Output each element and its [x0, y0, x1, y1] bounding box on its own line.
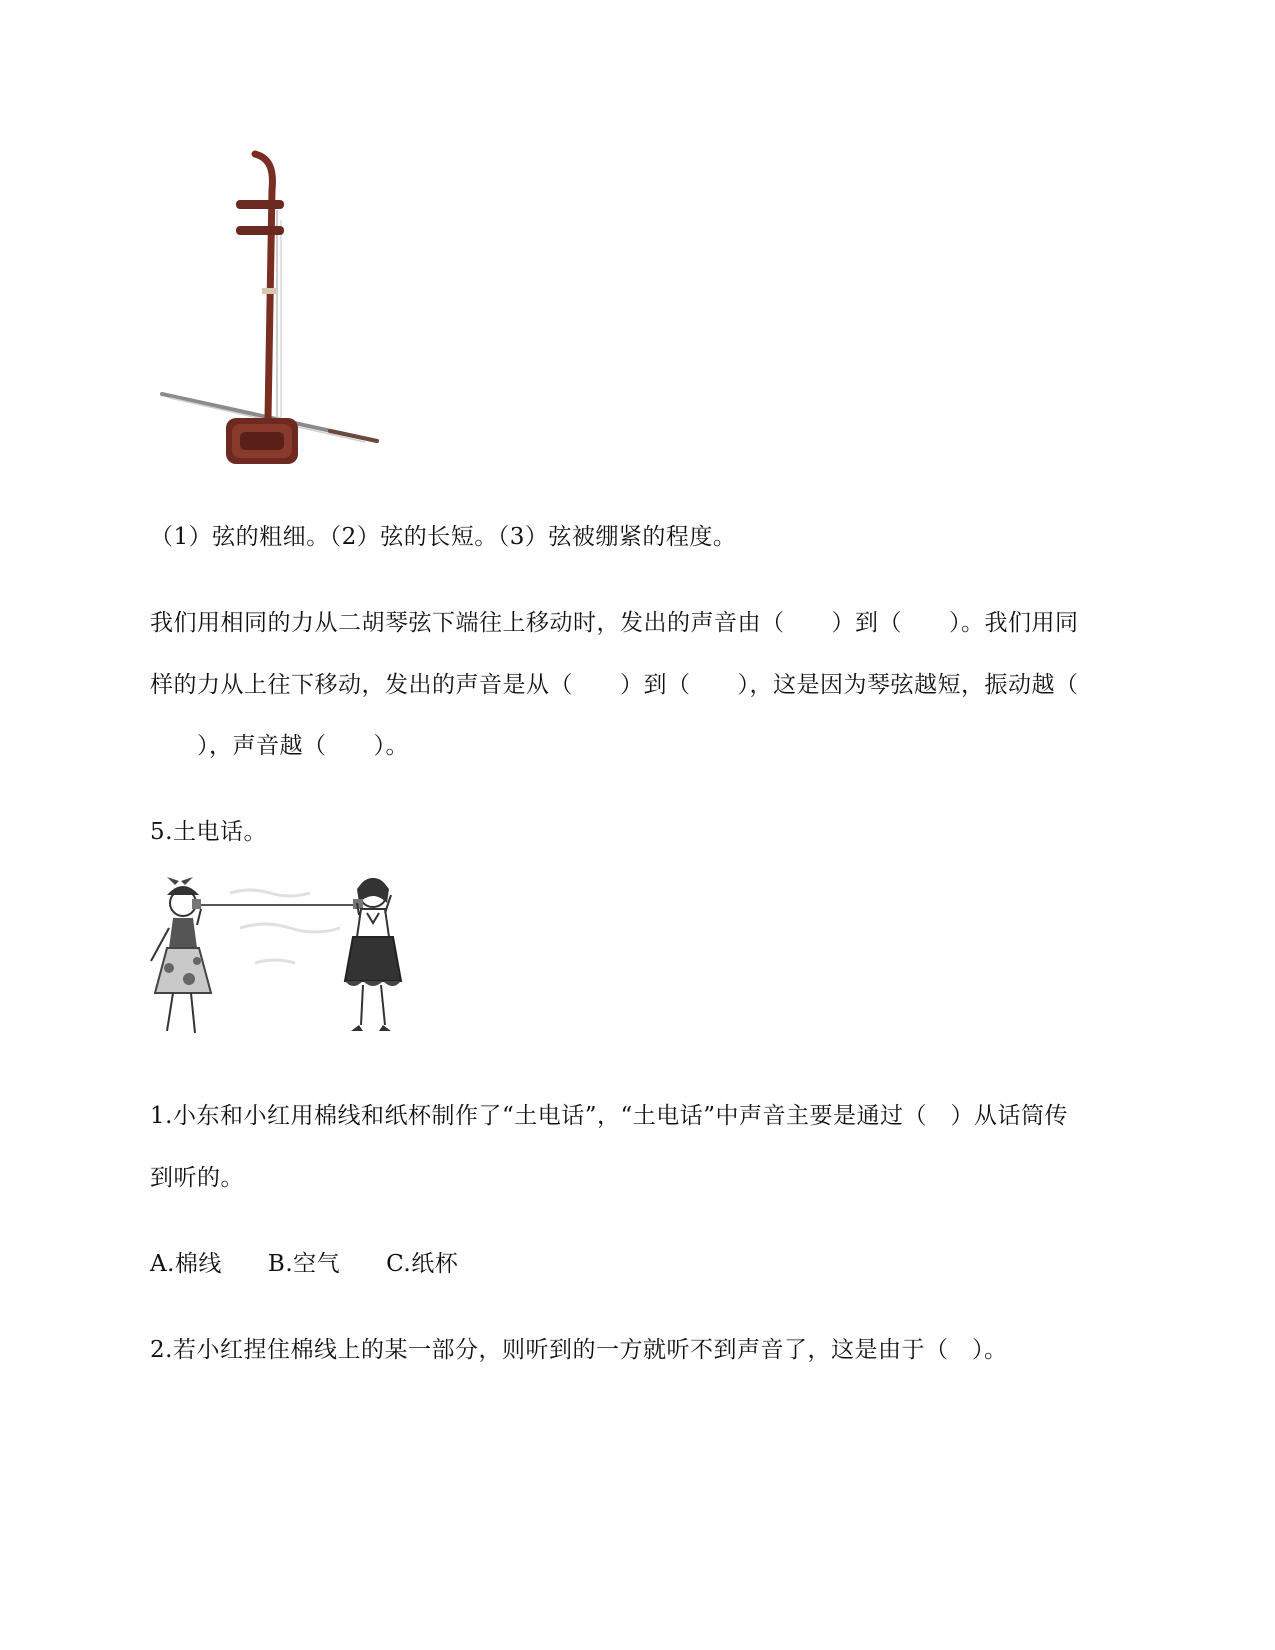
question-1-line-1: 1.小东和小红用棉线和纸杯制作了“土电话”，“土电话”中声音主要是通过（ ）从话筒传 — [150, 1103, 1068, 1129]
string-factors-line: （1）弦的粗细。（2）弦的长短。（3）弦被绷紧的程度。 — [150, 524, 737, 550]
string-telephone-icon — [145, 873, 415, 1048]
question-1-line-2: 到听的。 — [150, 1165, 244, 1191]
erhu-question-line-2: 样的力从上往下移动，发出的声音是从（ ）到（ ），这是因为琴弦越短，振动越（ — [150, 672, 1079, 698]
erhu-question-line-3: ），声音越（ ）。 — [150, 733, 409, 759]
option-c: C.纸杯 — [386, 1251, 459, 1277]
erhu-icon — [160, 150, 385, 475]
question-1-options — [150, 1249, 458, 1279]
option-a: A.棉线 — [150, 1251, 222, 1277]
erhu-question-line-1: 我们用相同的力从二胡琴弦下端往上移动时，发出的声音由（ ）到（ ）。我们用同 — [150, 610, 1079, 636]
question-2-line-1: 2.若小红捏住棉线上的某一部分，则听到的一方就听不到声音了，这是由于（ ）。 — [150, 1337, 1008, 1363]
option-b: B.空气 — [267, 1251, 341, 1277]
section-5-title: 5.土电话。 — [150, 819, 267, 845]
